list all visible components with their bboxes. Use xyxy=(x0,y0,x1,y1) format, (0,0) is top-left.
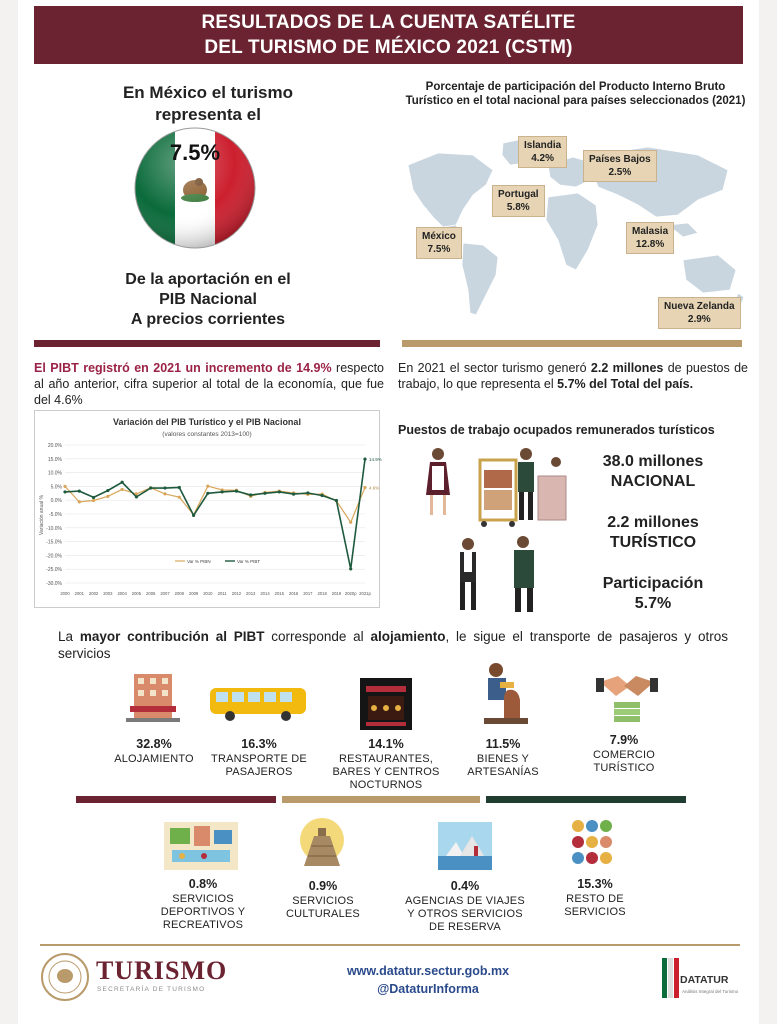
chart-point-1 xyxy=(106,489,109,492)
chart-legend-label: Var % PIBT xyxy=(237,559,261,564)
chart-point-1 xyxy=(349,567,352,570)
intro-percent: 7.5% xyxy=(169,140,221,165)
jobs-bold-2: 5.7% del Total del país. xyxy=(557,377,694,391)
intro-bottom-block xyxy=(38,270,378,330)
chart-x-tick: 2017 xyxy=(303,591,313,596)
chart-point-1 xyxy=(178,486,181,489)
chart-point-0 xyxy=(92,499,95,502)
chart-y-tick: -5.0% xyxy=(48,512,62,518)
bus-icon xyxy=(208,684,308,724)
world-map-icon xyxy=(398,125,748,325)
jobs-paragraph xyxy=(398,360,748,392)
title-line-1: RESULTADOS DE LA CUENTA SATÉLITE xyxy=(201,12,576,33)
chart-x-tick: 2011 xyxy=(217,591,227,596)
handshake-icon xyxy=(596,670,658,726)
chart-point-1 xyxy=(278,490,281,493)
map-label-paises-bajos: Países Bajos 2.5% xyxy=(583,150,657,182)
stat-turistico-label: TURÍSTICO xyxy=(609,534,697,551)
category-agencias: 0.4% AGENCIAS DE VIAJES Y OTROS SERVICIOS DE RESERVA xyxy=(405,879,525,933)
seal-icon xyxy=(40,952,90,1002)
chart-x-tick: 2000 xyxy=(60,591,70,596)
infographic-page xyxy=(18,0,759,1024)
chart-point-1 xyxy=(149,486,152,489)
chart-point-1 xyxy=(306,491,309,494)
chart-x-tick: 2001 xyxy=(74,591,84,596)
datatur-brand: DATATUR xyxy=(680,974,729,986)
chart-end-label: 14.9% xyxy=(369,457,382,463)
chart-x-tick: 2003 xyxy=(103,591,113,596)
chart-y-tick: -30.0% xyxy=(46,581,62,587)
chart-point-1 xyxy=(335,499,338,502)
chart-subtitle: (valores constantes 2013=100) xyxy=(162,431,252,438)
map-label-nueva-zelanda: Nueva Zelanda 2.9% xyxy=(658,297,741,329)
artisan-icon xyxy=(474,660,532,728)
pyramid-icon xyxy=(292,818,352,870)
intro-line-2: representa el xyxy=(155,105,261,124)
chart-x-tick: 2012 xyxy=(231,591,242,596)
intro-bottom-line-3: A precios corrientes xyxy=(130,311,286,328)
map-title: Porcentaje de participación del Producto Interno Bruto Turístico en el total nacional para países seleccionados (2021) xyxy=(405,81,746,107)
chart-point-1 xyxy=(235,489,238,492)
category-bienes: 11.5% BIENES Y ARTESANÍAS xyxy=(467,737,539,778)
footer-line xyxy=(40,944,740,946)
chart-x-tick: 2005 xyxy=(131,591,142,596)
stat-nacional xyxy=(563,452,743,492)
contribution-paragraph: La mayor contribución al PIBT corresponde al alojamiento, le sigue el transporte de pasajeros y otros servicios xyxy=(58,629,728,661)
chart-x-tick: 2015 xyxy=(274,591,284,596)
twitter-handle[interactable]: @DataturInforma xyxy=(377,982,479,996)
category-culturales: 0.9% SERVICIOS CULTURALES xyxy=(286,879,360,920)
stat-participacion-value: 5.7% xyxy=(634,595,672,612)
chart-y-label: Variación anual % xyxy=(39,495,45,535)
chart-x-tick: 2008 xyxy=(174,591,184,596)
stat-turistico xyxy=(563,513,743,553)
category-deportivos: 0.8% SERVICIOS DEPORTIVOS Y RECREATIVOS xyxy=(160,877,246,931)
title-line-2: DEL TURISMO DE MÉXICO 2021 (CSTM) xyxy=(204,37,573,58)
category-alojamiento: 32.8% ALOJAMIENTO xyxy=(114,737,194,765)
chart-x-tick: 2014 xyxy=(260,591,270,596)
map-label-malasia: Malasia 12.8% xyxy=(626,222,674,254)
chart-y-tick: 20.0% xyxy=(47,443,62,449)
category-restaurantes: 14.1% RESTAURANTES, BARES Y CENTROS NOCTURNOS xyxy=(332,737,440,791)
jobs-title: Puestos de trabajo ocupados remunerados turísticos xyxy=(398,423,715,437)
intro-bottom-line-2: PIB Nacional xyxy=(159,291,257,308)
map-label-islandia: Islandia 4.2% xyxy=(518,136,567,168)
chart-point-0 xyxy=(206,485,209,488)
workers-icon xyxy=(418,440,568,615)
datatur-logo-icon xyxy=(660,952,680,1000)
chart-point-0 xyxy=(363,486,366,489)
chart-point-0 xyxy=(121,488,124,491)
chart-point-0 xyxy=(349,521,352,524)
chart-x-tick: 2018 xyxy=(317,591,327,596)
stat-nacional-label: NACIONAL xyxy=(610,473,696,490)
hotel-icon xyxy=(122,668,184,728)
chart-title: Variación del PIB Turístico y el PIB Nacional xyxy=(113,417,301,427)
chart-y-tick: 10.0% xyxy=(47,470,62,477)
chart-x-tick: 2021p xyxy=(359,591,371,596)
divider2-gold xyxy=(282,796,480,803)
chart-point-1 xyxy=(206,492,209,495)
mexico-flag-icon xyxy=(133,126,257,250)
chart-x-tick: 2020p xyxy=(344,591,357,596)
chart-y-tick: 15.0% xyxy=(47,456,62,463)
chart-end-label: 4.6% xyxy=(369,485,380,491)
jobs-text-1: En 2021 el sector turismo generó xyxy=(398,361,591,375)
map-label-portugal: Portugal 5.8% xyxy=(492,185,545,217)
category-comercio: 7.9% COMERCIO TURÍSTICO xyxy=(592,733,656,774)
chart-y-tick: -20.0% xyxy=(46,553,62,560)
divider2-green xyxy=(486,796,686,803)
travel-icon xyxy=(438,822,492,870)
stat-participacion xyxy=(563,574,743,614)
stat-participacion-label: Participación xyxy=(602,575,704,592)
chart-point-0 xyxy=(163,492,166,495)
chart-point-1 xyxy=(321,494,324,497)
restaurant-icon xyxy=(360,678,412,730)
chart-point-1 xyxy=(249,493,252,496)
chart-point-1 xyxy=(221,490,224,493)
category-transporte: 16.3% TRANSPORTE DE PASAJEROS xyxy=(211,737,307,778)
chart-x-tick: 2006 xyxy=(146,591,156,596)
category-resto: 15.3% RESTO DE SERVICIOS xyxy=(564,877,626,918)
title-banner xyxy=(34,6,743,64)
chart-point-1 xyxy=(78,489,81,492)
chart-legend-label: Var % PIBN xyxy=(187,559,211,564)
chart-point-1 xyxy=(92,496,95,499)
brand-turismo: TURISMO xyxy=(96,956,228,985)
divider2-maroon xyxy=(76,796,276,803)
pib-variation-chart xyxy=(34,410,380,608)
chart-point-1 xyxy=(163,486,166,489)
chart-point-1 xyxy=(63,490,66,493)
chart-point-0 xyxy=(178,496,181,499)
intro-bottom-line-1: De la aportación en el xyxy=(125,271,291,288)
map-label-mexico: México 7.5% xyxy=(416,227,462,259)
stat-nacional-value: 38.0 millones xyxy=(602,453,704,470)
chart-y-tick: 0.0% xyxy=(50,498,62,505)
jobs-bold-1: 2.2 millones xyxy=(590,361,664,375)
chart-y-tick: 5.0% xyxy=(50,484,62,491)
chart-series-line-0 xyxy=(65,486,365,522)
divider-maroon xyxy=(34,340,380,347)
intro-block xyxy=(38,82,378,126)
chart-x-tick: 2016 xyxy=(288,591,299,596)
intro-line-1: En México el turismo xyxy=(122,83,294,102)
divider-gold xyxy=(402,340,742,347)
chart-x-tick: 2010 xyxy=(203,591,213,596)
brand-subtitle: SECRETARÍA DE TURISMO xyxy=(97,986,206,993)
chart-point-1 xyxy=(135,495,138,498)
services-icon xyxy=(570,818,622,870)
website-link[interactable]: www.datatur.sectur.gob.mx xyxy=(346,964,510,978)
park-icon xyxy=(164,822,238,870)
chart-x-tick: 2002 xyxy=(88,591,99,596)
chart-point-1 xyxy=(363,457,366,460)
chart-y-tick: -25.0% xyxy=(46,567,62,574)
chart-x-tick: 2007 xyxy=(160,591,170,596)
chart-point-0 xyxy=(106,495,109,498)
chart-point-1 xyxy=(192,514,195,517)
jobs-text-2: de puestos de trabajo, lo que representa el xyxy=(398,361,749,391)
chart-x-tick: 2013 xyxy=(246,591,256,596)
footer-links xyxy=(308,962,548,998)
chart-x-tick: 2019 xyxy=(331,591,342,596)
chart-point-1 xyxy=(292,493,295,496)
chart-svg xyxy=(35,411,382,607)
chart-point-0 xyxy=(63,485,66,488)
chart-y-tick: -15.0% xyxy=(46,539,62,546)
pibt-paragraph xyxy=(34,360,384,408)
chart-point-1 xyxy=(121,481,124,484)
chart-x-tick: 2004 xyxy=(117,591,127,596)
chart-x-tick: 2009 xyxy=(188,591,199,596)
chart-point-0 xyxy=(78,500,81,503)
chart-point-1 xyxy=(263,492,266,495)
pibt-rest: respecto al año anterior, cifra superior al total de la economía, que fue del 4.6% xyxy=(34,361,384,407)
stat-turistico-value: 2.2 millones xyxy=(607,514,699,531)
chart-y-tick: -10.0% xyxy=(46,525,62,532)
datatur-subtitle: Análisis Integral del Turismo xyxy=(682,989,739,994)
pibt-highlight: El PIBT registró en 2021 un incremento de 14.9% xyxy=(34,361,332,375)
